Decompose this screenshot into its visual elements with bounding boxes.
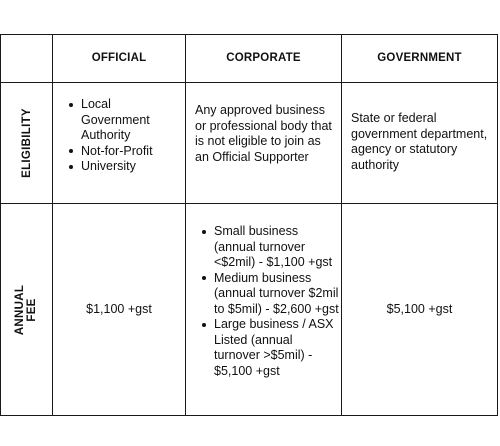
header-corporate: CORPORATE (226, 51, 301, 64)
eligibility-official (66, 97, 181, 175)
eligibility-corporate: Any approved business or professional body that is not eligible to join as an Official Supporter (195, 103, 332, 164)
row-divider (1, 82, 497, 83)
annual-fee-corporate (199, 224, 339, 379)
list-item: Not-for-Profit (81, 144, 181, 160)
annual-fee-label-line2: FEE (26, 297, 39, 322)
annual-fee-label (14, 284, 38, 334)
list-item: Local Government Authority (81, 97, 181, 144)
list-item: Large business / ASX Listed (annual turnover >$5mil) - $5,100 +gst (214, 317, 339, 379)
header-government: GOVERNMENT (377, 51, 462, 64)
row-label-annual-fee (1, 204, 52, 415)
annual-fee-label-line1: ANNUAL (14, 284, 27, 335)
official-eligibility-list (66, 97, 181, 175)
list-item: University (81, 159, 181, 175)
column-divider (185, 35, 186, 415)
eligibility-label: ELIGIBILITY (20, 108, 33, 178)
membership-table (0, 34, 498, 416)
header-official: OFFICIAL (91, 51, 147, 64)
row-label-eligibility (1, 83, 52, 203)
eligibility-government: State or federal government department, agency or statutory authority (351, 111, 488, 172)
annual-fee-government: $5,100 +gst (386, 301, 453, 316)
corporate-fee-list (199, 224, 339, 379)
annual-fee-official: $1,100 +gst (86, 301, 152, 316)
list-item: Medium business (annual turnover $2mil to $5mil) - $2,600 +gst (214, 270, 339, 316)
list-item: Small business (annual turnover <$2mil) - $1,100 +gst (214, 224, 339, 271)
